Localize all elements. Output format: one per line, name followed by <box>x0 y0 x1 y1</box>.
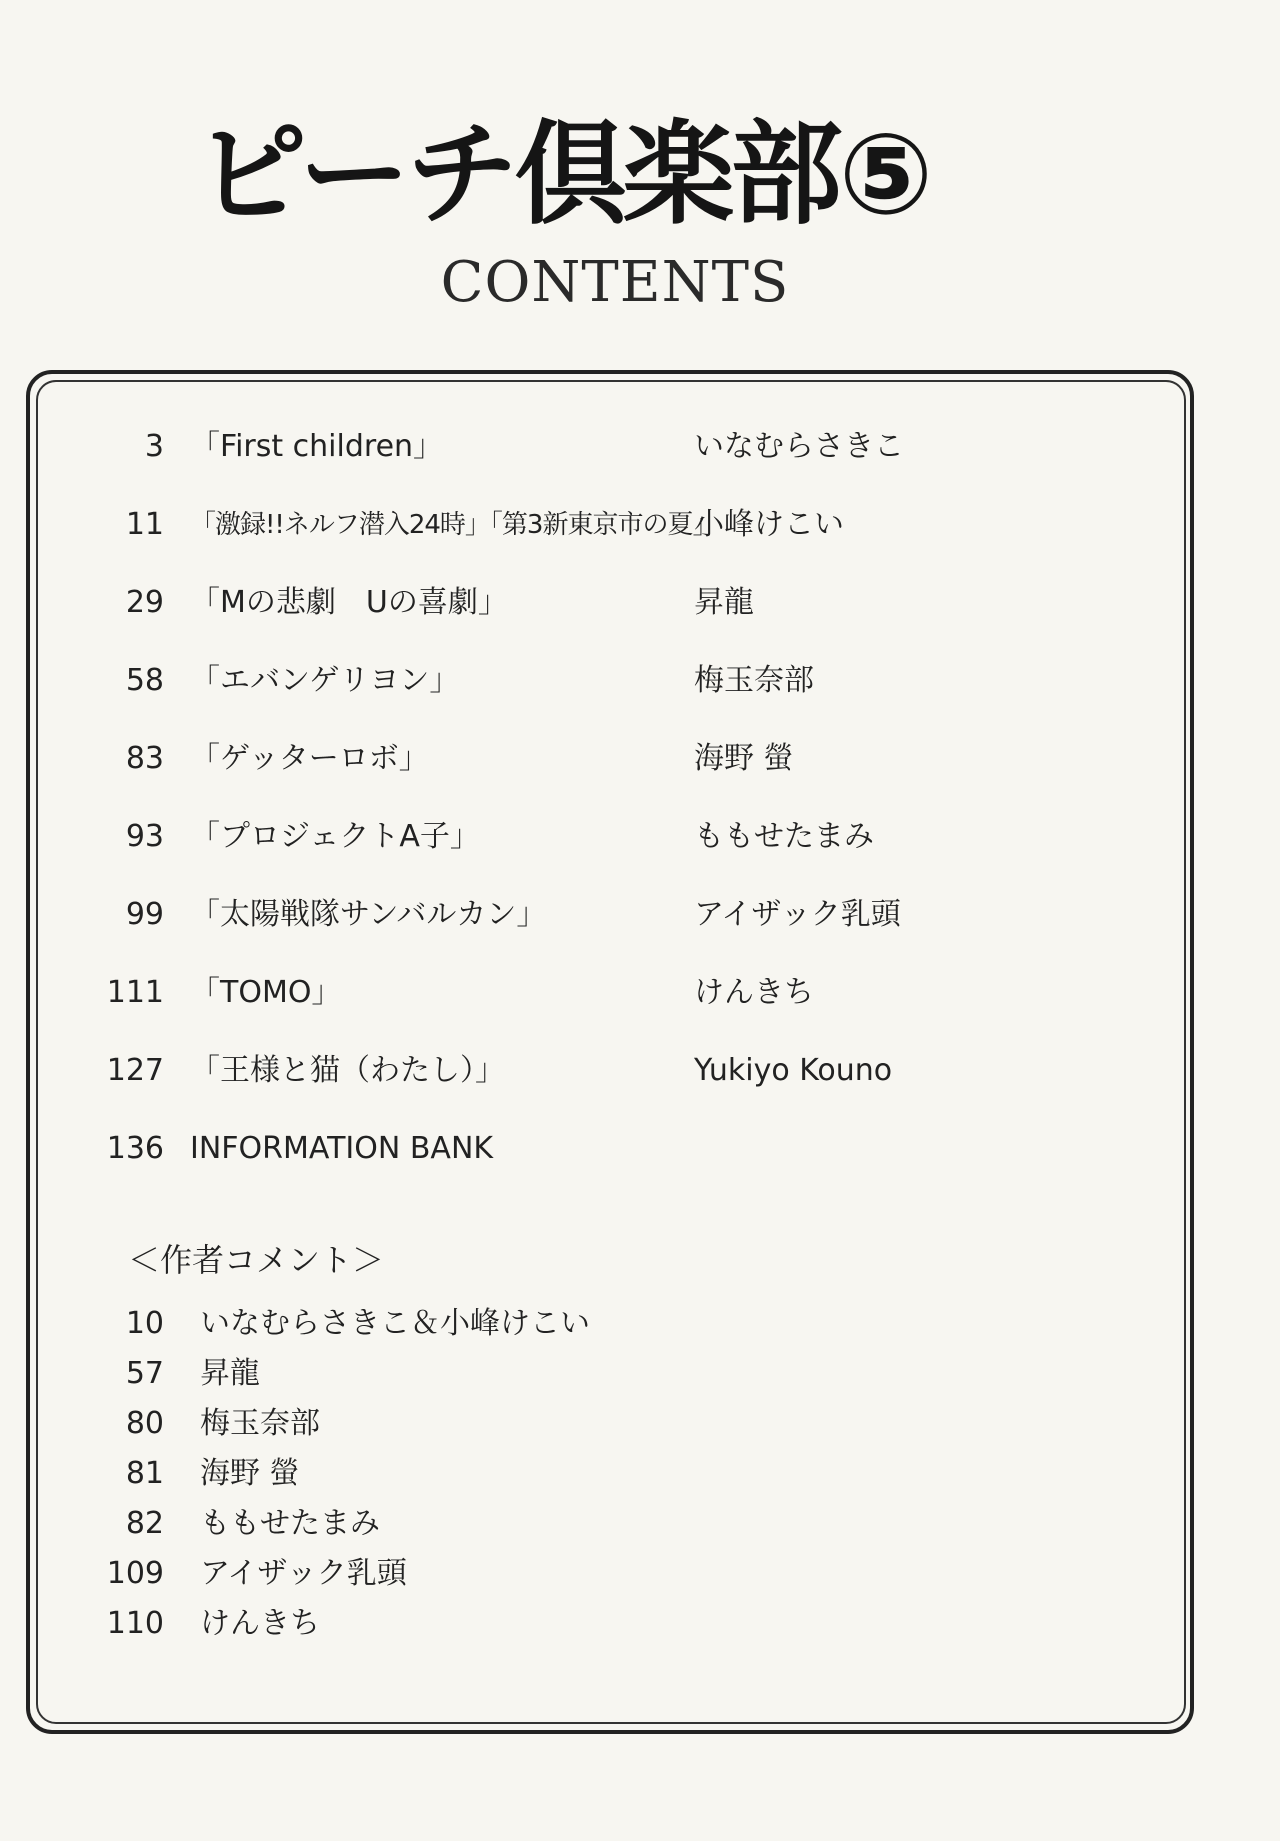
toc-title: 「エバンゲリヨン」 <box>190 663 460 698</box>
toc-page-number: 136 <box>106 1131 164 1166</box>
toc-author: 海野 螢 <box>694 741 794 776</box>
comment-entry <box>0 1302 1280 1346</box>
comment-page-number: 57 <box>125 1356 164 1391</box>
toc-title: 「王様と猫（わたし）」 <box>190 1053 505 1088</box>
toc-entry <box>0 422 1280 472</box>
toc-title: INFORMATION BANK <box>190 1131 494 1166</box>
toc-title: 「激録!!ネルフ潜入24時」「第3新東京市の夏」 <box>190 510 718 540</box>
toc-entry <box>0 734 1280 784</box>
comment-author: アイザック乳頭 <box>200 1556 407 1591</box>
toc-page-number: 99 <box>125 897 164 932</box>
toc-author: いなむらさきこ <box>694 429 904 464</box>
toc-entry <box>0 1046 1280 1096</box>
comment-page-number: 109 <box>106 1556 164 1591</box>
comment-entry <box>0 1402 1280 1446</box>
toc-entry <box>0 812 1280 862</box>
comment-entry <box>0 1352 1280 1396</box>
toc-entry <box>0 1124 1280 1174</box>
toc-author: 梅玉奈部 <box>694 663 814 698</box>
comment-page-number: 10 <box>125 1306 164 1341</box>
toc-author: アイザック乳頭 <box>694 897 901 932</box>
toc-author: 小峰けこい <box>694 507 844 542</box>
comment-author: 海野 螢 <box>200 1456 300 1491</box>
toc-title: 「Mの悲劇 Uの喜劇」 <box>190 585 508 620</box>
comment-page-number: 81 <box>125 1456 164 1491</box>
toc-entry <box>0 500 1280 550</box>
author-comments-heading: ＜作者コメント＞ <box>128 1241 385 1279</box>
toc-page-number: 58 <box>125 663 164 698</box>
comment-author: 梅玉奈部 <box>200 1406 320 1441</box>
toc-page-number: 127 <box>106 1053 164 1088</box>
toc-page-number: 83 <box>125 741 164 776</box>
toc-title: 「TOMO」 <box>190 975 342 1010</box>
toc-entry <box>0 656 1280 706</box>
comment-author: ももせたまみ <box>200 1506 380 1541</box>
contents-heading: CONTENTS <box>440 250 790 315</box>
toc-page-number: 11 <box>125 507 164 542</box>
toc-title: 「プロジェクトA子」 <box>190 819 480 854</box>
comment-author: いなむらさきこ＆小峰けこい <box>200 1306 590 1341</box>
toc-title: 「First children」 <box>190 429 444 464</box>
book-title: ピーチ倶楽部⑤ <box>195 110 930 240</box>
comment-entry <box>0 1452 1280 1496</box>
toc-author: けんきち <box>694 975 814 1010</box>
comment-page-number: 82 <box>125 1506 164 1541</box>
toc-author: 昇龍 <box>694 585 754 620</box>
toc-page-number: 3 <box>144 429 164 464</box>
toc-author: Yukiyo Kouno <box>694 1053 893 1088</box>
comment-author: けんきち <box>200 1606 320 1641</box>
comment-entry <box>0 1602 1280 1646</box>
comment-page-number: 80 <box>125 1406 164 1441</box>
toc-page-number: 93 <box>125 819 164 854</box>
toc-title: 「太陽戦隊サンバルカン」 <box>190 897 547 932</box>
comment-entry <box>0 1552 1280 1596</box>
toc-title: 「ゲッターロボ」 <box>190 741 429 776</box>
toc-author: ももせたまみ <box>694 819 874 854</box>
toc-page-number: 111 <box>106 975 164 1010</box>
toc-page-number: 29 <box>125 585 164 620</box>
toc-entry <box>0 968 1280 1018</box>
comment-entry <box>0 1502 1280 1546</box>
toc-entry <box>0 578 1280 628</box>
comment-author: 昇龍 <box>200 1356 260 1391</box>
comment-page-number: 110 <box>106 1606 164 1641</box>
toc-entry <box>0 890 1280 940</box>
